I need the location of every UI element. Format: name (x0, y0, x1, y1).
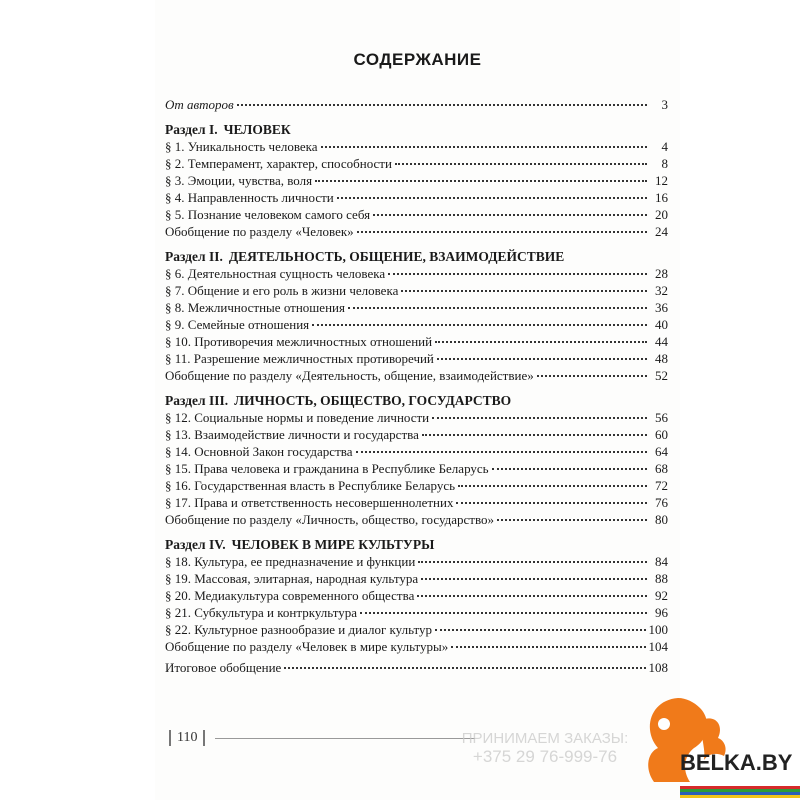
brand-name: BELKA.BY (680, 750, 793, 775)
toc-entry-page: 32 (655, 283, 668, 298)
dot-leader (315, 180, 647, 182)
dot-leader (537, 375, 647, 377)
toc-entry-label: Обобщение по разделу «Человек» (165, 224, 354, 239)
toc-entry-page: 12 (655, 173, 668, 188)
toc-entry[interactable] (165, 570, 668, 587)
toc-entry-label: § 21. Субкультура и контркультура (165, 605, 357, 620)
footer-bar (203, 730, 205, 746)
toc-entry-label: § 1. Уникальность человека (165, 139, 318, 154)
toc-entry-label: § 7. Общение и его роль в жизни человека (165, 283, 399, 298)
toc-entry-page: 3 (661, 97, 668, 112)
toc-entry[interactable] (165, 316, 668, 333)
toc-entry-page: 48 (655, 351, 668, 366)
toc-sections (165, 121, 668, 655)
toc-entry-label: § 4. Направленность личности (165, 190, 334, 205)
squirrel-logo-icon (620, 690, 800, 800)
table-of-contents (165, 96, 668, 676)
toc-entry-label: § 11. Разрешение межличностных противоречий (165, 351, 434, 366)
section-heading (165, 248, 668, 265)
toc-entry-label: § 9. Семейные отношения (165, 317, 310, 332)
toc-entry[interactable] (165, 223, 668, 240)
page-title: СОДЕРЖАНИЕ (353, 50, 482, 69)
dot-leader (360, 612, 647, 614)
toc-entry-page: 60 (655, 427, 668, 442)
toc-entry-label: § 20. Медиакультура современного общества (165, 588, 415, 603)
dot-leader (437, 358, 647, 360)
toc-entry-label: § 14. Основной Закон государства (165, 444, 353, 459)
dot-leader (312, 324, 647, 326)
toc-entry[interactable] (165, 282, 668, 299)
toc-entry-page: 88 (655, 571, 668, 586)
dot-leader (417, 595, 647, 597)
toc-entry-page: 64 (655, 444, 668, 459)
toc-entry[interactable] (165, 426, 668, 443)
toc-entry-page: 44 (655, 334, 668, 349)
toc-entry-page: 104 (648, 639, 668, 654)
section-number: Раздел II. (165, 249, 223, 264)
toc-entry[interactable] (165, 206, 668, 223)
toc-entry-label: Обобщение по разделу «Личность, общество, государство» (165, 512, 495, 527)
dot-leader (388, 273, 647, 275)
section-number: Раздел IV. (165, 537, 226, 552)
dot-leader (373, 214, 647, 216)
dot-leader (421, 578, 647, 580)
toc-entry[interactable] (165, 621, 668, 638)
toc-entry-page: 52 (655, 368, 668, 383)
toc-entry-page: 92 (655, 588, 668, 603)
dot-leader (432, 417, 647, 419)
dot-leader (435, 341, 647, 343)
toc-entry-page: 108 (648, 660, 668, 675)
toc-entry[interactable] (165, 477, 668, 494)
toc-entry[interactable] (165, 265, 668, 282)
page-footer (163, 730, 475, 746)
toc-entry-page: 4 (661, 139, 668, 154)
toc-entry-label: § 18. Культура, ее предназначение и функции (165, 554, 416, 569)
toc-entry-label: Обобщение по разделу «Деятельность, общение, взаимодействие» (165, 368, 534, 383)
section-name: ЧЕЛОВЕК В МИРЕ КУЛЬТУРЫ (231, 537, 435, 552)
section-number: Раздел III. (165, 393, 229, 408)
toc-entry[interactable] (165, 443, 668, 460)
section-heading (165, 536, 668, 553)
dot-leader (456, 502, 647, 504)
toc-entry-page: 68 (655, 461, 668, 476)
toc-entry-label: § 10. Противоречия межличностных отношений (165, 334, 433, 349)
toc-entry-page: 76 (655, 495, 668, 510)
toc-entry-page: 8 (661, 156, 668, 171)
toc-entry-page: 84 (655, 554, 668, 569)
dot-leader (422, 434, 647, 436)
toc-entry-page: 80 (655, 512, 668, 527)
toc-entry-page: 96 (655, 605, 668, 620)
section-heading (165, 392, 668, 409)
toc-entry-page: 16 (655, 190, 668, 205)
watermark-text (450, 730, 640, 766)
dot-leader (321, 146, 647, 148)
toc-entry[interactable] (165, 367, 668, 384)
dot-leader (356, 451, 648, 453)
toc-entry[interactable] (165, 138, 668, 155)
toc-entry[interactable] (165, 350, 668, 367)
toc-entry-label: § 22. Культурное разнообразие и диалог культур (165, 622, 433, 637)
toc-entry-label: § 12. Социальные нормы и поведение личности (165, 410, 430, 425)
dot-leader (418, 561, 647, 563)
toc-entry[interactable] (165, 333, 668, 350)
dot-leader (492, 468, 647, 470)
toc-entry-page: 24 (655, 224, 668, 239)
toc-entry[interactable] (165, 189, 668, 206)
dot-leader (401, 290, 647, 292)
toc-entry-label: § 13. Взаимодействие личности и государства (165, 427, 419, 442)
section-name: ДЕЯТЕЛЬНОСТЬ, ОБЩЕНИЕ, ВЗАИМОДЕЙСТВИЕ (228, 249, 565, 264)
toc-entry[interactable] (165, 587, 668, 604)
dot-leader (497, 519, 647, 521)
dot-leader (357, 231, 647, 233)
book-page (155, 0, 680, 800)
toc-entry-page: 72 (655, 478, 668, 493)
watermark-line1: ПРИНИМАЕМ ЗАКАЗЫ: (461, 730, 629, 747)
toc-entry[interactable] (165, 460, 668, 477)
toc-entry-label: § 6. Деятельностная сущность человека (165, 266, 386, 281)
toc-entry[interactable] (165, 638, 668, 655)
toc-entry[interactable] (165, 553, 668, 570)
section-name: ЧЕЛОВЕК (223, 122, 291, 137)
section-name: ЛИЧНОСТЬ, ОБЩЕСТВО, ГОСУДАРСТВО (234, 393, 512, 408)
toc-entry-page: 100 (648, 622, 668, 637)
toc-entry-label: § 15. Права человека и гражданина в Республике Беларусь (165, 461, 489, 476)
toc-entry-label: § 17. Права и ответственность несовершеннолетних (165, 495, 454, 510)
dot-leader (237, 104, 647, 106)
dot-leader (284, 667, 645, 669)
toc-entry-label: § 16. Государственная власть в Республике Беларусь (165, 478, 456, 493)
toc-entry-label: § 8. Межличностные отношения (165, 300, 345, 315)
section-number: Раздел I. (165, 122, 218, 137)
toc-entry[interactable] (165, 172, 668, 189)
toc-entry-label: § 2. Темперамент, характер, способности (165, 156, 392, 171)
toc-entry-intro[interactable] (165, 96, 668, 113)
dot-leader (435, 629, 645, 631)
watermark-phone: +375 29 76-999-76 (472, 747, 618, 766)
toc-entry-label: § 3. Эмоции, чувства, воля (165, 173, 313, 188)
toc-entry-final[interactable] (165, 659, 668, 676)
toc-entry-page: 56 (655, 410, 668, 425)
toc-entry-label: § 5. Познание человеком самого себя (165, 207, 371, 222)
toc-entry-page: 28 (655, 266, 668, 281)
toc-entry-label: Итоговое обобщение (165, 660, 282, 675)
toc-entry[interactable] (165, 511, 668, 528)
dot-leader (348, 307, 647, 309)
toc-entry-page: 40 (655, 317, 668, 332)
toc-entry-page: 36 (655, 300, 668, 315)
footer-bar (169, 730, 171, 746)
toc-entry-page: 20 (655, 207, 668, 222)
dot-leader (337, 197, 647, 199)
toc-entry[interactable] (165, 155, 668, 172)
toc-entry[interactable] (165, 409, 668, 426)
toc-entry-label: § 19. Массовая, элитарная, народная культура (165, 571, 419, 586)
footer-rule (215, 738, 475, 739)
dot-leader (458, 485, 647, 487)
toc-entry[interactable] (165, 604, 668, 621)
page-number: 110 (177, 730, 198, 745)
dot-leader (395, 163, 647, 165)
toc-entry-label: Обобщение по разделу «Человек в мире культуры» (165, 639, 449, 654)
toc-entry[interactable] (165, 494, 668, 511)
dot-leader (451, 646, 645, 648)
toc-entry-label: От авторов (165, 97, 234, 112)
toc-entry[interactable] (165, 299, 668, 316)
section-heading (165, 121, 668, 138)
